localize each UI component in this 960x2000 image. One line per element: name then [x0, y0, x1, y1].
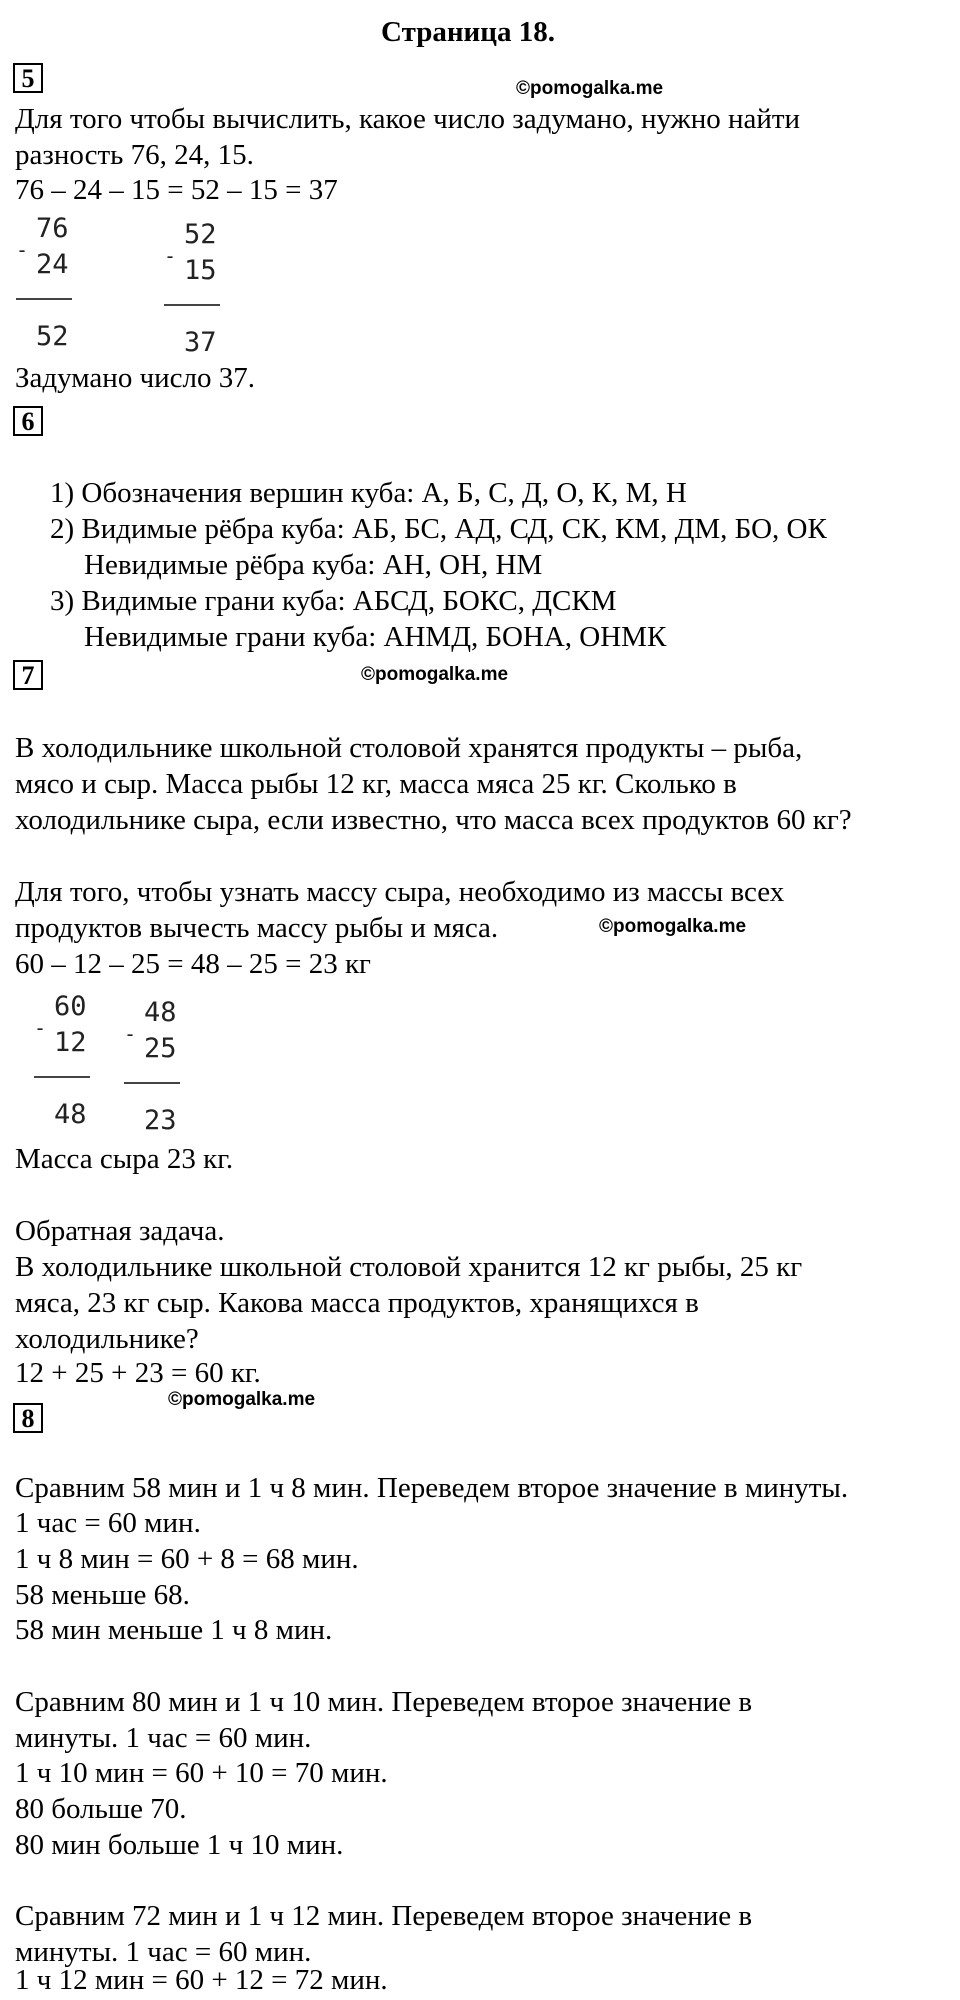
subtrahend: 12 — [54, 1027, 87, 1058]
column-subtraction — [124, 998, 194, 1138]
minuend: 52 — [184, 219, 217, 250]
task8-line: 80 мин больше 1 ч 10 мин. — [15, 1829, 344, 1861]
page-title: Страница 18. — [381, 16, 555, 48]
minus-sign: - — [124, 1022, 137, 1046]
task7-problem-line: мясо и сыр. Масса рыбы 12 кг, масса мяса 25 кг. Сколько в — [15, 768, 737, 800]
result: 48 — [54, 1099, 87, 1130]
task6-item: 3) Видимые грани куба: АБСД, БОКС, ДСКМ — [50, 585, 617, 617]
task-number-8: 8 — [13, 1403, 43, 1433]
minus-sign: - — [34, 1016, 47, 1040]
task6-item: 2) Видимые рёбра куба: АБ, БС, АД, СД, СК, КМ, ДМ, БО, ОК — [50, 513, 827, 545]
column-subtraction — [164, 220, 234, 360]
task6-item: 1) Обозначения вершин куба: А, Б, С, Д, О, К, М, Н — [50, 477, 687, 509]
minuend: 76 — [36, 213, 69, 244]
task7-inverse-title: Обратная задача. — [15, 1215, 225, 1247]
minuend: 48 — [144, 997, 177, 1028]
task5-text-line: Для того чтобы вычислить, какое число задумано, нужно найти — [15, 103, 801, 135]
subtrahend: 25 — [144, 1033, 177, 1064]
result: 37 — [184, 327, 217, 358]
subtrahend: 24 — [36, 249, 69, 280]
task5-equation: 76 – 24 – 15 = 52 – 15 = 37 — [15, 174, 338, 206]
task7-problem-line: В холодильнике школьной столовой хранятся продукты – рыба, — [15, 732, 803, 764]
result-line — [124, 1082, 180, 1084]
task8-line: 1 ч 12 мин = 60 + 12 = 72 мин. — [15, 1964, 388, 1996]
task8-line: 80 больше 70. — [15, 1793, 187, 1825]
task7-inverse-line: мяса, 23 кг сыр. Какова масса продуктов, хранящихся в — [15, 1287, 699, 1319]
minus-sign: - — [164, 244, 177, 268]
task8-line: 1 ч 10 мин = 60 + 10 = 70 мин. — [15, 1757, 388, 1789]
result-line — [164, 304, 220, 306]
task8-line: 1 ч 8 мин = 60 + 8 = 68 мин. — [15, 1543, 359, 1575]
task-number-5: 5 — [13, 63, 43, 93]
task8-line: 58 меньше 68. — [15, 1579, 190, 1611]
minus-sign: - — [16, 238, 29, 262]
task6-item: Невидимые рёбра куба: АН, ОН, НМ — [84, 549, 543, 581]
result: 23 — [144, 1105, 177, 1136]
result-line — [34, 1076, 90, 1078]
task7-solution-line: продуктов вычесть массу рыбы и мяса. — [15, 912, 499, 944]
task8-line: Сравним 72 мин и 1 ч 12 мин. Переведем второе значение в — [15, 1900, 753, 1932]
task5-answer: Задумано число 37. — [15, 362, 256, 394]
task8-line: Сравним 58 мин и 1 ч 8 мин. Переведем второе значение в минуты. — [15, 1472, 849, 1504]
task8-line: минуты. 1 час = 60 мин. — [15, 1722, 312, 1754]
watermark: ©pomogalka.me — [361, 664, 509, 685]
task7-inverse-line: В холодильнике школьной столовой хранится 12 кг рыбы, 25 кг — [15, 1251, 803, 1283]
task8-line: 58 мин меньше 1 ч 8 мин. — [15, 1614, 333, 1646]
column-subtraction — [16, 214, 86, 354]
task7-answer: Масса сыра 23 кг. — [15, 1143, 234, 1175]
task8-line: 1 час = 60 мин. — [15, 1507, 201, 1539]
task-number-7: 7 — [13, 660, 43, 690]
task7-inverse-equation: 12 + 25 + 23 = 60 кг. — [15, 1357, 261, 1389]
task8-line: Сравним 80 мин и 1 ч 10 мин. Переведем второе значение в — [15, 1686, 753, 1718]
task7-equation: 60 – 12 – 25 = 48 – 25 = 23 кг — [15, 948, 371, 980]
task-number-6: 6 — [13, 406, 43, 436]
column-subtraction — [34, 992, 104, 1132]
minuend: 60 — [54, 991, 87, 1022]
task7-inverse-line: холодильнике? — [15, 1323, 199, 1355]
subtrahend: 15 — [184, 255, 217, 286]
task6-item: Невидимые грани куба: АНМД, БОНА, ОНМК — [84, 621, 667, 653]
task8-line: минуты. 1 час = 60 мин. — [15, 1936, 312, 1968]
task7-solution-line: Для того, чтобы узнать массу сыра, необходимо из массы всех — [15, 876, 785, 908]
watermark: ©pomogalka.me — [168, 1389, 316, 1410]
task7-problem-line: холодильнике сыра, если известно, что масса всех продуктов 60 кг? — [15, 804, 852, 836]
watermark: ©pomogalka.me — [516, 78, 664, 99]
result-line — [16, 298, 72, 300]
result: 52 — [36, 321, 69, 352]
watermark: ©pomogalka.me — [599, 916, 747, 937]
task5-text-line: разность 76, 24, 15. — [15, 139, 254, 171]
